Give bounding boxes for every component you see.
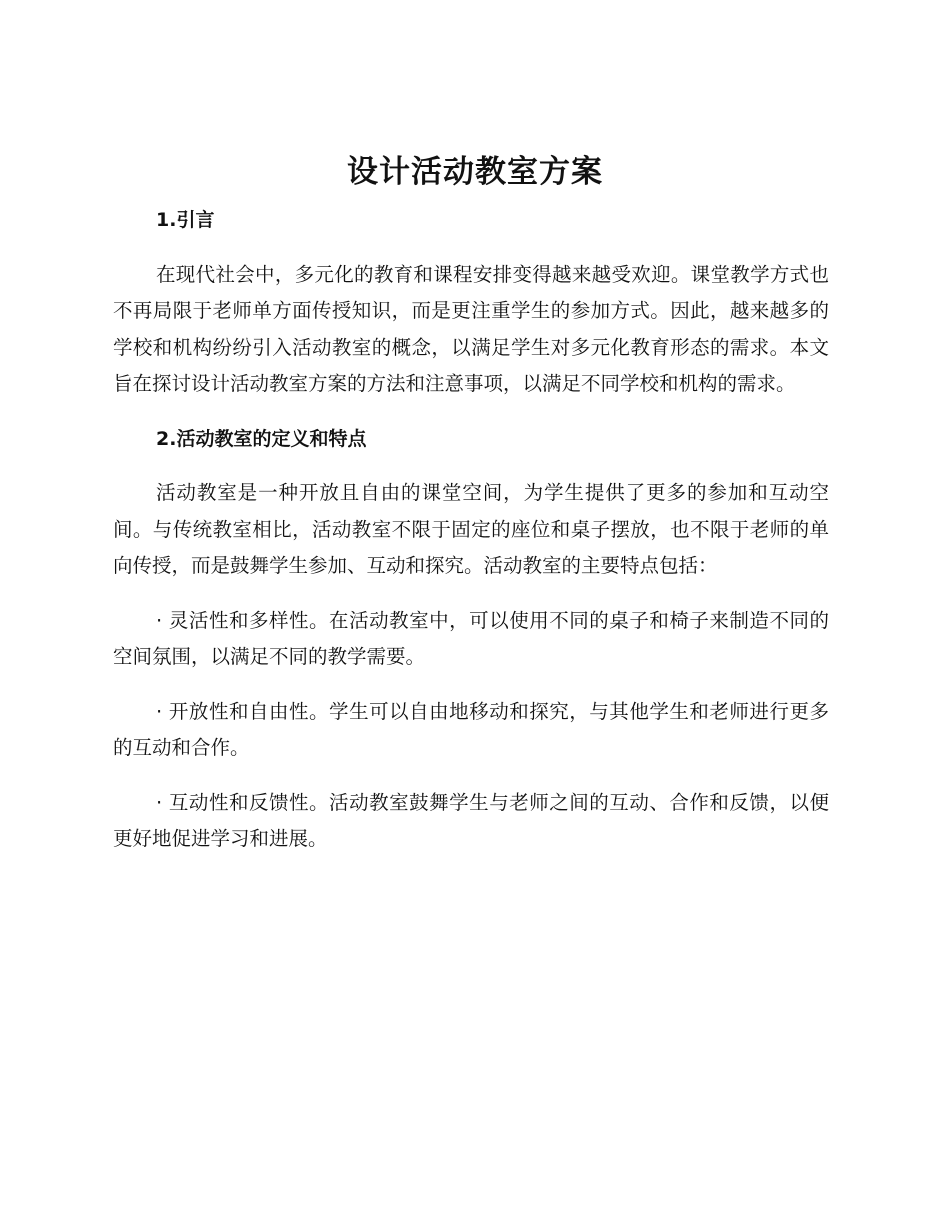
bullet-openness: · 开放性和自由性。学生可以自由地移动和探究，与其他学生和老师进行更多的互动和合作。 xyxy=(113,699,829,759)
document-title: 设计活动教室方案 xyxy=(347,154,603,190)
bullet-flexibility: · 灵活性和多样性。在活动教室中，可以使用不同的桌子和椅子来制造不同的空间氛围，以满足不同的教学需要。 xyxy=(113,608,829,668)
section-heading-definition: 2.活动教室的定义和特点 xyxy=(156,427,367,450)
bullet-interactivity: · 互动性和反馈性。活动教室鼓舞学生与老师之间的互动、合作和反馈，以便更好地促进学习和进展。 xyxy=(113,790,829,850)
paragraph-introduction: 在现代社会中，多元化的教育和课程安排变得越来越受欢迎。课堂教学方式也不再局限于老师单方面传授知识，而是更注重学生的参加方式。因此，越来越多的学校和机构纷纷引入活动教室的概念，以满足学生对多元化教育形态的需求。本文旨在探讨设计活动教室方案的方法和注意事项，以满足不同学校和机构的需求。 xyxy=(113,262,829,395)
paragraph-definition: 活动教室是一种开放且自由的课堂空间，为学生提供了更多的参加和互动空间。与传统教室相比，活动教室不限于固定的座位和桌子摆放，也不限于老师的单向传授，而是鼓舞学生参加、互动和探究。活动教室的主要特点包括： xyxy=(113,481,829,577)
document-body xyxy=(113,202,829,858)
section-heading-introduction: 1.引言 xyxy=(156,209,215,231)
